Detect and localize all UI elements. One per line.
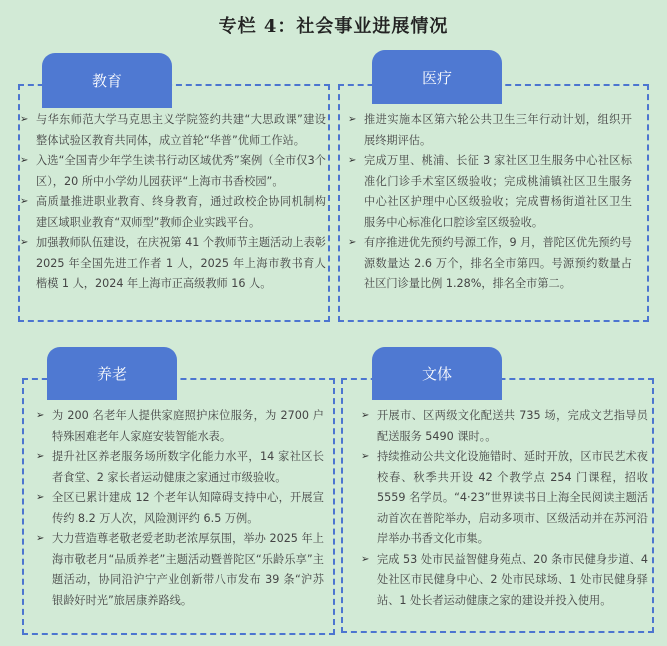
culture-sports-tab: 文体 (372, 347, 502, 400)
list-item: ➢ 入选“全国青少年学生读书行动区域优秀”案例（全市仅3个区），20 所中小学幼儿园获评“上海市书香校园”。 (20, 151, 326, 192)
list-item: ➢ 全区已累计建成 12 个老年认知障碍支持中心，开展宣传约 8.2 万人次，风险测评约 6.5 万例。 (36, 488, 324, 529)
elderly-care-tab: 养老 (47, 347, 177, 400)
page-title: 专栏 4：社会事业进展情况 (218, 16, 449, 37)
list-item: ➢ 有序推进优先预约号源工作，9 月，普陀区优先预约号源数量达 2.6 万个，排名全市第四。号源预约数量占社区门诊量比例 1.28%，排名全市第二。 (348, 233, 632, 295)
list-item: ➢ 大力营造尊老敬老爱老助老浓厚氛围，举办 2025 年上海市敬老月“品质养老”主题活动暨普陀区“乐龄乐享”主题活动，协同沿沪宁产业创新带八市发布 39 条“沪苏银龄好时光”旅居康养路线。 (36, 529, 324, 611)
list-item: ➢ 与华东师范大学马克思主义学院签约共建“大思政课”建设整体试验区教育共同体，成立首轮“华普”优师工作站。 (20, 110, 326, 151)
list-item: ➢ 开展市、区两级文化配送共 735 场，完成文艺指导员配送服务 5490 课时。。 (361, 406, 648, 447)
education-list (20, 110, 326, 295)
list-item: ➢ 提升社区养老服务场所数字化能力水平，14 家社区长者食堂、2 家长者运动健康之家通过市级验收。 (36, 447, 324, 488)
list-item: ➢ 高质量推进职业教育、终身教育，通过政校企协同机制构建区域职业教育“双师型”教师企业实践平台。 (20, 192, 326, 233)
list-item: ➢ 为 200 名老年人提供家庭照护床位服务，为 2700 户特殊困难老年人家庭安装智能水表。 (36, 406, 324, 447)
list-item: ➢ 完成万里、桃浦、长征 3 家社区卫生服务中心社区标准化门诊手术室区级验收；完成桃浦镇社区卫生服务中心社区护理中心区级验收；完成曹杨街道社区卫生服务中心标准化口腔诊室区级验收。 (348, 151, 632, 233)
medical-tab: 医疗 (372, 50, 502, 104)
elderly-care-list (36, 406, 324, 611)
list-item: ➢ 完成 53 处市民益智健身苑点、20 条市民健身步道、4 处社区市民健身中心、2 处市民球场、1 处市民健身驿站、1 处长者运动健康之家的建设并投入使用。 (361, 550, 648, 612)
education-tab: 教育 (42, 53, 172, 108)
medical-list (348, 110, 632, 295)
list-item: ➢ 持续推动公共文化设施错时、延时开放，区市民艺术夜校春、秋季共开设 42 个教学点 254 门课程，招收 5559 名学员。“4·23”世界读书日上海全民阅读主题活动首次在普陀举办，启动多项市、区级活动并在苏河沿岸举办书香文化市集。 (361, 447, 648, 550)
culture-sports-list (361, 406, 648, 611)
list-item: ➢ 加强教师队伍建设，在庆祝第 41 个教师节主题活动上表彰 2025 年全国先进工作者 1 人，2025 年上海市教书育人楷模 1 人，2024 年上海市正高级教师 16 人。 (20, 233, 326, 295)
list-item: ➢ 推进实施本区第六轮公共卫生三年行动计划，组织开展终期评估。 (348, 110, 632, 151)
